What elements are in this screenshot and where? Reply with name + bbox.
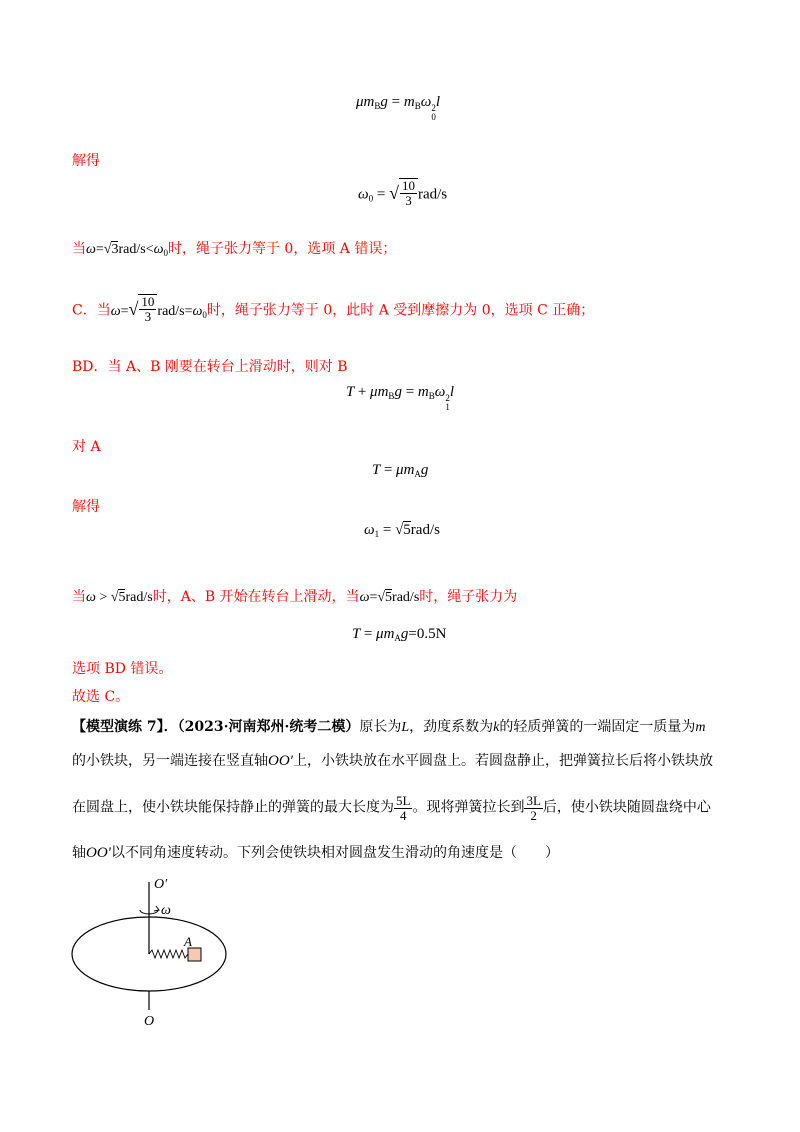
option-bd-wrong: 选项 BD 错误。 [72,661,173,677]
label-a: A [184,934,192,949]
equation-omega0: $\omega_0$ = √ $\frac{10}{3}$ rad/s [358,178,448,208]
equation-tension-value: $T = \mu m_Ag=0.5N$ [352,626,447,643]
problem-line-3: 在圆盘上，使小铁块能保持静止的弹簧的最大长度为 $\frac{5L}{4}$ 。现将弹簧拉长到 $\frac{3L}{2}$ 后，使小铁块随圆盘绕中心 [72,793,711,823]
spring-icon [149,950,188,958]
dui-a-label: 对 A [72,439,101,455]
jiede-label-1: 解得 [72,153,100,169]
iron-block [188,948,201,961]
problem-line-4: 轴OO′以不同角速度转动。下列会使铁块相对圆盘发生滑动的角速度是（ ） [72,845,559,861]
equation-tension-a: $T = \mu m_Ag$ [372,462,429,479]
option-c-analysis: C．当ω= √ $\frac{10}{3}$ rad/$s=\omega_0$时，绳子张力等于 0，此时 A 受到摩擦力为 0，选项 C 正确； [72,294,595,324]
problem-source: ．（2023·河南郑州·统考二模） [163,719,360,735]
rotation-arrowhead-icon [154,906,159,911]
equation-b-sliding: $T + \mu m_Bg = m_B\omega$ 2 1 l [346,384,455,412]
option-a-analysis: 当$\omega=√3rad/s<\omega_0$时，绳子张力等于 0，选项 A 错误； [72,241,397,258]
problem-line-2: 的小铁块，另一端连接在竖直轴OO′上，小铁块放在水平圆盘上。若圆盘静止，把弹簧拉长后将小铁块放 [72,753,713,769]
equation-friction-b: $\mu m_Bg = m_B\omega$ 2 0 l [356,94,440,122]
label-omega: ω [161,903,171,918]
problem-line-1: 【模型演练 7】．（2023·河南郑州·统考二模）原长为L，劲度系数为k的轻质弹簧的一端固定一质量为m [72,719,706,735]
equation-omega1: $\omega_1 = √5rad/s$ [364,522,440,539]
label-o: O [144,1014,155,1029]
problem-tag: 【模型演练 7】 [72,719,164,735]
label-o-prime: O′ [154,877,168,892]
option-bd-intro: BD．当 A、B 刚要在转台上滑动时，则对 B [72,359,348,375]
answer-choice: 故选 C。 [72,689,130,705]
jiede-label-2: 解得 [72,499,100,515]
disk-spring-figure [60,870,300,1030]
sliding-condition: 当ω > √5rad/s时，A、B 开始在转台上滑动，当ω=√5rad/s时，绳子张力为 [72,589,518,605]
